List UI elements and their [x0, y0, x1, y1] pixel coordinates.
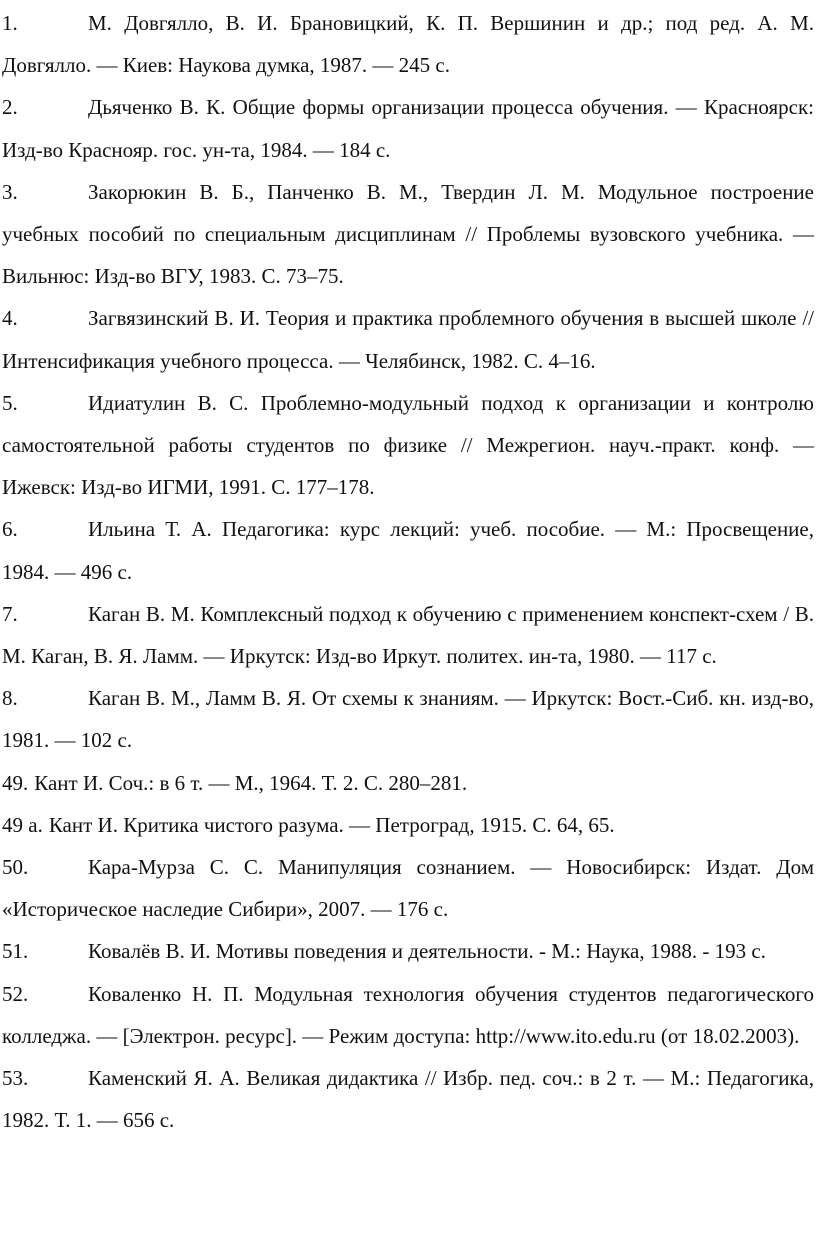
reference-number: 2.: [2, 95, 18, 120]
reference-text: Загвязинский В. И. Теория и практика проблемного обучения в высшей школе // Интенсификация учебного процесса. — Челябинск, 1982. С. 4–16.: [2, 306, 814, 373]
reference-text: Каган В. М., Ламм В. Я. От схемы к знаниям. — Иркутск: Вост.-Сиб. кн. изд-во, 1981. — 102 с.: [2, 686, 814, 753]
reference-text: Кант И. Критика чистого разума. — Петроград, 1915. С. 64, 65.: [48, 812, 615, 837]
reference-item: [2, 762, 814, 804]
reference-item: [2, 930, 814, 972]
reference-item: [2, 297, 814, 381]
reference-text: Ковалёв В. И. Мотивы поведения и деятельности. - М.: Наука, 1988. - 193 с.: [88, 939, 766, 964]
reference-text: Идиатулин В. С. Проблемно-модульный подход к организации и контролю самостоятельной работы студентов по физике // Межрегион. науч.-практ. конф. — Ижевск: Изд-во ИГМИ, 1991. С. 177–178.: [2, 390, 814, 500]
reference-item: [2, 593, 814, 677]
reference-item: [2, 86, 814, 170]
reference-number: 5.: [2, 390, 18, 415]
reference-text: М. Довгялло, В. И. Брановицкий, К. П. Вершинин и др.; под ред. А. М. Довгялло. — Киев: Наукова думка, 1987. — 245 с.: [2, 11, 814, 78]
reference-number: 7.: [2, 601, 18, 626]
reference-number: 4.: [2, 306, 18, 331]
reference-item: [2, 1057, 814, 1141]
reference-text: Дьяченко В. К. Общие формы организации процесса обучения. — Красноярск: Изд-во Краснояр. гос. ун-та, 1984. — 184 с.: [2, 95, 814, 162]
reference-number: 53.: [2, 1066, 29, 1091]
reference-number: 49 а.: [2, 812, 43, 837]
reference-text: Каменский Я. А. Великая дидактика // Избр. пед. соч.: в 2 т. — М.: Педагогика, 1982. Т. 1. — 656 с.: [2, 1066, 814, 1133]
reference-item: [2, 382, 814, 509]
reference-number: 51.: [2, 939, 29, 964]
reference-text: Коваленко Н. П. Модульная технология обучения студентов педагогического колледжа. — [Электрон. ресурс]. — Режим доступа: http://www.ito.edu.ru (от 18.02.2003).: [2, 981, 814, 1048]
reference-item: [2, 2, 814, 86]
reference-number: 1.: [2, 11, 18, 35]
reference-number: 52.: [2, 981, 29, 1006]
reference-text: Закорюкин В. Б., Панченко В. М., Твердин Л. М. Модульное построение учебных пособий по специальным дисциплинам // Проблемы вузовского учебника. — Вильнюс: Изд-во ВГУ, 1983. С. 73–75.: [2, 179, 814, 289]
reference-text: Кант И. Соч.: в 6 т. — М., 1964. Т. 2. С. 280–281.: [34, 770, 468, 795]
reference-item: [2, 677, 814, 761]
reference-item: [2, 804, 814, 846]
reference-text: Ильина Т. А. Педагогика: курс лекций: учеб. пособие. — М.: Просвещение, 1984. — 496 с.: [2, 517, 814, 584]
reference-text: Кара-Мурза С. С. Манипуляция сознанием. — Новосибирск: Издат. Дом «Историческое наследие Сибири», 2007. — 176 с.: [2, 855, 814, 922]
reference-number: 6.: [2, 517, 18, 542]
reference-number: 3.: [2, 179, 18, 204]
reference-number: 50.: [2, 855, 29, 880]
reference-item: [2, 171, 814, 298]
reference-number: 49.: [2, 770, 29, 795]
reference-list: [2, 2, 814, 1141]
reference-item: [2, 973, 814, 1057]
reference-text: Каган В. М. Комплексный подход к обучению с применением конспект-схем / В. М. Каган, В. Я. Ламм. — Иркутск: Изд-во Иркут. политех. ин-та, 1980. — 117 с.: [2, 601, 814, 669]
reference-number: 8.: [2, 686, 18, 711]
reference-item: [2, 508, 814, 592]
reference-item: [2, 846, 814, 930]
